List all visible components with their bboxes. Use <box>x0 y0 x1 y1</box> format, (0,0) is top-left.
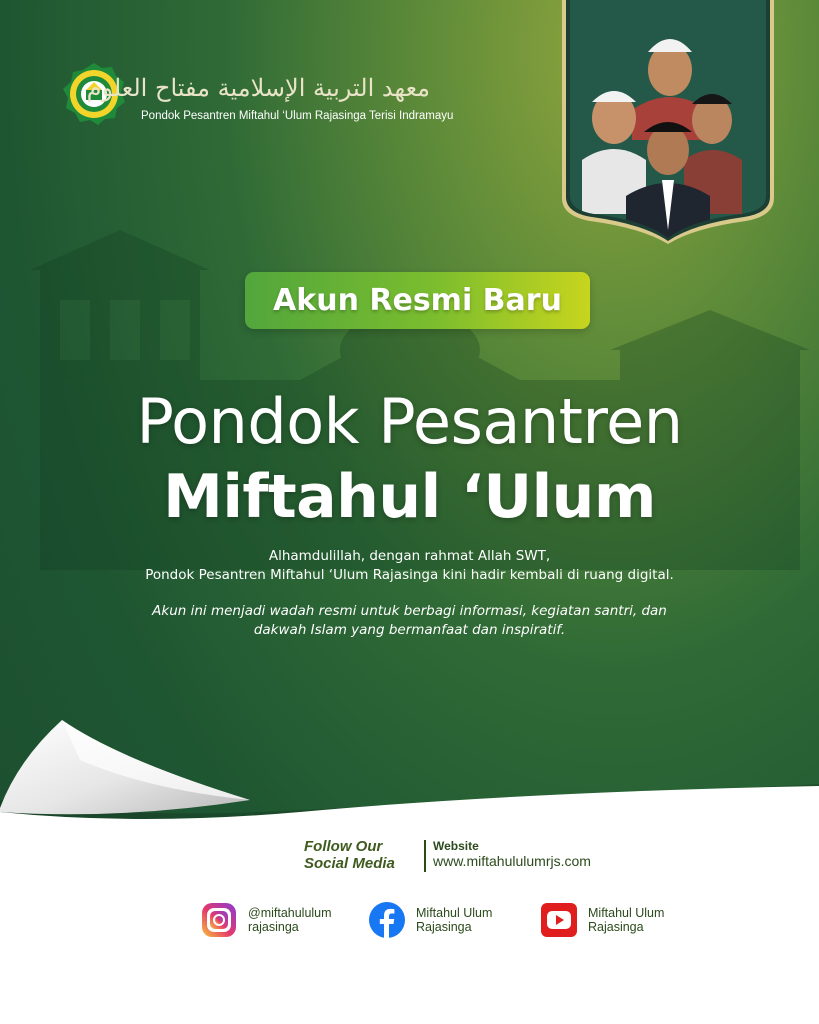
website-label: Website <box>433 839 479 853</box>
description-line-1: Akun ini menjadi wadah resmi untuk berbagi informasi, kegiatan santri, dan <box>152 603 667 619</box>
headline-line-1: Pondok Pesantren <box>136 385 683 458</box>
intro-line-1: Alhamdulillah, dengan rahmat Allah SWT, <box>268 548 551 564</box>
website-link[interactable]: www.miftahululumrjs.com <box>433 853 591 869</box>
new-official-account-badge: Akun Resmi Baru <box>245 272 590 329</box>
follow-social-label <box>304 838 422 872</box>
social-facebook[interactable] <box>368 900 492 940</box>
instagram-handle: @miftahululum rajasinga <box>248 906 332 934</box>
social-youtube[interactable] <box>540 900 664 940</box>
description-line-2: dakwah Islam yang bermanfaat dan inspiratif. <box>253 622 566 638</box>
youtube-icon <box>540 901 578 939</box>
instagram-icon <box>200 901 238 939</box>
follow-line-1: Follow Our <box>304 838 383 855</box>
headline-line-2: Miftahul ‘Ulum <box>163 462 656 532</box>
intro-line-2: Pondok Pesantren Miftahul ‘Ulum Rajasinga kini hadir kembali di ruang digital. <box>145 567 674 583</box>
facebook-page-name: Miftahul Ulum Rajasinga <box>416 906 493 934</box>
footer-divider <box>424 840 426 872</box>
arabic-institution-name: معهد التربية الإسلامية مفتاح العلوم <box>86 74 430 102</box>
social-instagram[interactable] <box>200 900 332 940</box>
youtube-channel-name: Miftahul Ulum Rajasinga <box>588 906 665 934</box>
facebook-icon <box>368 901 406 939</box>
follow-line-2: Social Media <box>304 855 395 872</box>
institution-subtitle: Pondok Pesantren Miftahul ‘Ulum Rajasinga Terisi Indramayu <box>141 110 454 122</box>
